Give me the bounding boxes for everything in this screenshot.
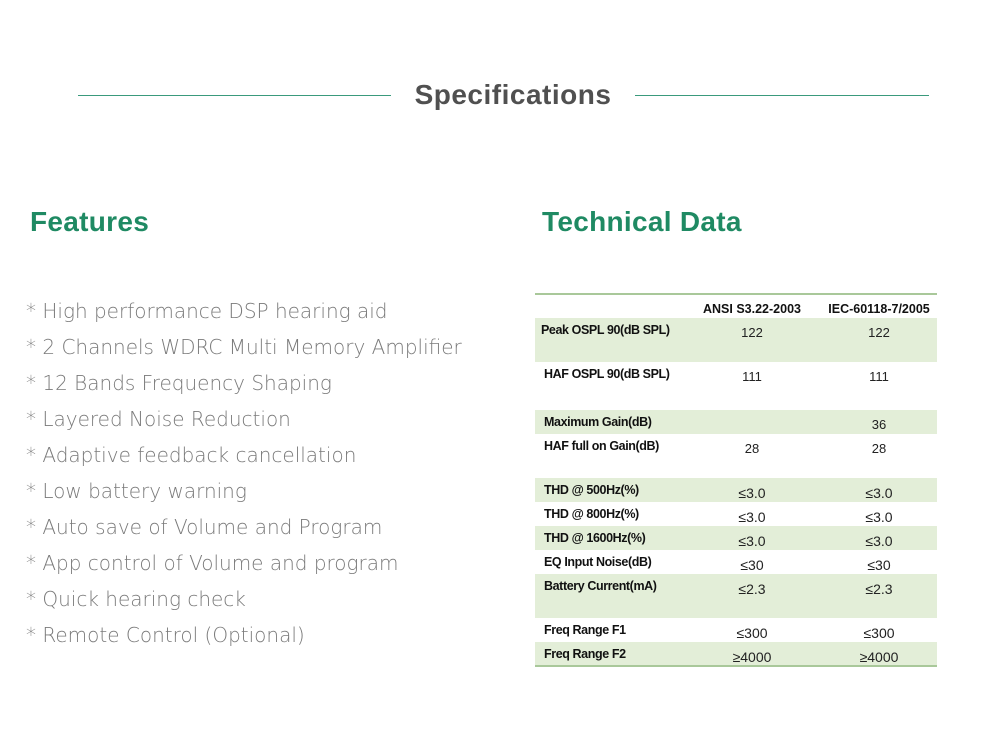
ansi-value-cell: 28 <box>744 441 760 456</box>
parameter-cell: HAF OSPL 90(dB SPL) <box>544 367 670 381</box>
iec-value-cell: ≤3.0 <box>865 509 893 525</box>
table-row <box>535 478 937 502</box>
parameter-cell: Maximum Gain(dB) <box>535 410 683 434</box>
parameter-cell: HAF full on Gain(dB) <box>544 439 659 453</box>
features-heading: Features <box>30 206 150 237</box>
iec-value-cell: 36 <box>821 410 937 434</box>
feature-item: * High performance DSP hearing aid <box>26 299 388 323</box>
ansi-value-cell: ≤2.3 <box>683 574 821 618</box>
table-row <box>535 526 937 550</box>
page-title: Specifications <box>414 79 612 110</box>
column-header-ansi: ANSI S3.22-2003 <box>683 294 821 318</box>
iec-value-cell: ≤3.0 <box>821 526 937 550</box>
table-row <box>535 410 937 434</box>
ansi-value-cell <box>683 410 821 434</box>
ansi-value-cell: ≥4000 <box>683 642 821 666</box>
parameter-cell: THD @ 800Hz(%) <box>544 507 639 521</box>
ansi-value-cell: ≤3.0 <box>683 478 821 502</box>
parameter-cell: Freq Range F1 <box>544 623 626 637</box>
section-header <box>0 76 1000 116</box>
header-divider-left <box>78 95 391 96</box>
parameter-cell: EQ Input Noise(dB) <box>544 555 652 569</box>
iec-value-cell: ≤300 <box>863 625 895 641</box>
iec-value-cell: 28 <box>871 441 887 456</box>
table-row <box>535 318 937 362</box>
column-header-iec: IEC-60118-7/2005 <box>821 294 937 318</box>
iec-value-cell: ≤3.0 <box>821 478 937 502</box>
table-row <box>535 574 937 618</box>
ansi-value-cell: 111 <box>742 369 762 384</box>
parameter-cell: THD @ 500Hz(%) <box>535 478 683 502</box>
table-row <box>535 434 937 478</box>
parameter-cell: Freq Range F2 <box>535 642 683 666</box>
feature-item: * 12 Bands Frequency Shaping <box>26 371 332 395</box>
feature-item: * Layered Noise Reduction <box>26 407 291 431</box>
table-header-row <box>535 294 937 318</box>
ansi-value-cell: ≤3.0 <box>683 526 821 550</box>
parameter-cell: THD @ 1600Hz(%) <box>535 526 683 550</box>
ansi-value-cell: ≤30 <box>740 557 764 573</box>
feature-item: * Auto save of Volume and Program <box>26 515 383 539</box>
technical-data-heading: Technical Data <box>542 206 742 237</box>
column-header-parameter <box>535 294 683 318</box>
feature-item: * Quick hearing check <box>26 587 246 611</box>
feature-item: * App control of Volume and program <box>26 551 399 575</box>
feature-item: * Adaptive feedback cancellation <box>26 443 357 467</box>
iec-value-cell: ≥4000 <box>821 642 937 666</box>
parameter-cell: Battery Current(mA) <box>535 574 683 618</box>
ansi-value-cell: ≤300 <box>736 625 768 641</box>
table-row <box>535 550 937 574</box>
ansi-value-cell: 122 <box>683 318 821 362</box>
technical-data-table <box>535 293 937 667</box>
feature-item: * Remote Control (Optional) <box>26 623 305 647</box>
ansi-value-cell: ≤3.0 <box>738 509 766 525</box>
table-row <box>535 502 937 526</box>
table-row <box>535 642 937 666</box>
features-list <box>26 293 462 653</box>
table-row <box>535 362 937 410</box>
parameter-cell: Peak OSPL 90(dB SPL) <box>535 318 683 362</box>
feature-item: * Low battery warning <box>26 479 247 503</box>
iec-value-cell: ≤2.3 <box>821 574 937 618</box>
iec-value-cell: 122 <box>821 318 937 362</box>
table-row <box>535 618 937 642</box>
iec-value-cell: ≤30 <box>867 557 891 573</box>
iec-value-cell: 111 <box>869 369 889 384</box>
header-divider-right <box>635 95 929 96</box>
feature-item: * 2 Channels WDRC Multi Memory Amplifier <box>26 335 462 359</box>
